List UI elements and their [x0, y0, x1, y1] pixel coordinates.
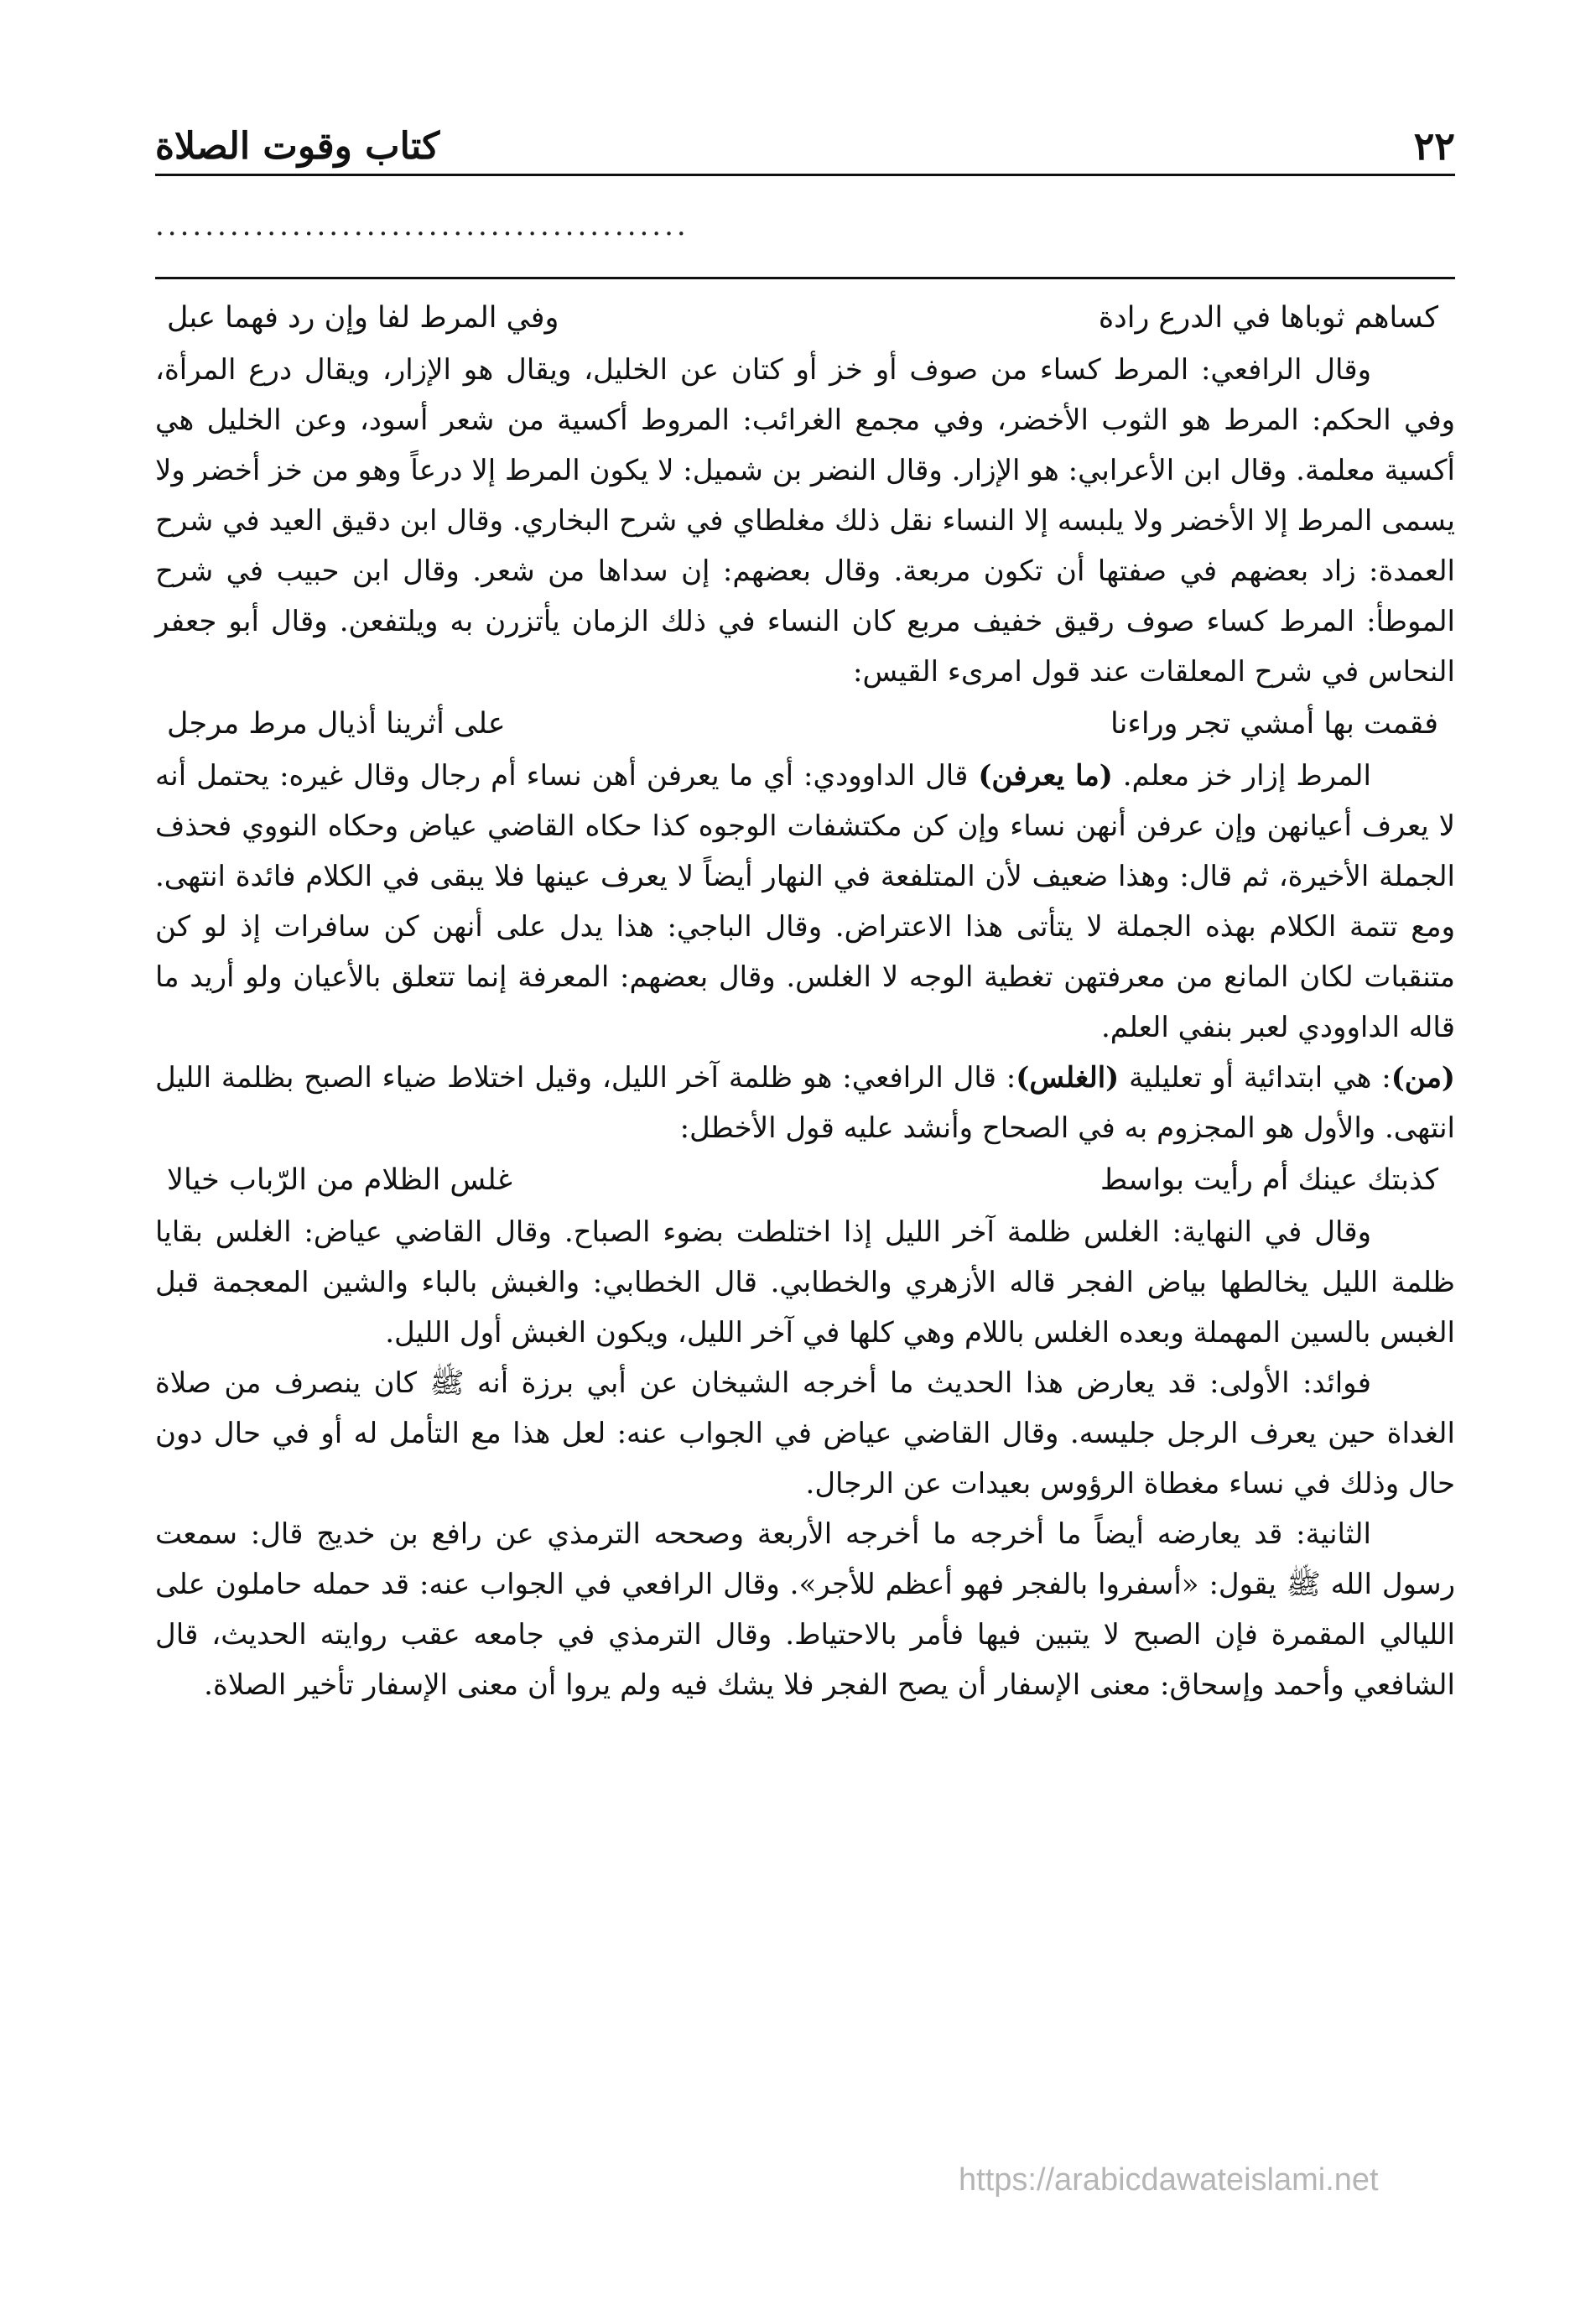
paragraph-2-lead: المرط إزار خز معلم. [1112, 759, 1371, 793]
document-page [155, 109, 1455, 2290]
paragraph-5-benefits: فوائد: الأولى: قد يعارض هذا الحديث ما أخرجه الشيخان عن أبي برزة أنه ﷺ كان ينصرف من صلاة الغداة حين يعرف الرجل جليسه. وقال القاضي عياض في الجواب عنه: لعل هذا مع التأمل له أو في حال دون حال وذلك في نساء مغطاة الرؤوس بعيدات عن الرجال. [155, 1366, 1455, 1501]
paragraph-3 [155, 1053, 1455, 1153]
verse-2-left-hemistich: على أثرينا أذيال مرط مرجل [167, 707, 506, 741]
verse-1-left-hemistich: وفي المرط لفا وإن رد فهما عبل [167, 301, 559, 335]
paragraph-3-mid: : هي ابتدائية أو تعليلية [1119, 1061, 1391, 1095]
paragraph-6-second: الثانية: قد يعارضه أيضاً ما أخرجه ما أخرجه الأربعة وصححه الترمذي عن رافع بن خديج قال: سمعت رسول الله ﷺ يقول: «أسفروا بالفجر فهو أعظم للأجر». وقال الرافعي في الجواب عنه: قد حمله حاملون على الليالي المقمرة فإن الصبح لا يتبين فيها فأمر بالاحتياط. وقال الترمذي في جامعه عقب روايته الحديث، قال الشافعي وأحمد وإسحاق: معنى الإسفار أن يصح الفجر فلا يشك فيه ولم يروا أن معنى الإسفار تأخير الصلاة. [155, 1517, 1455, 1702]
heading-ma-yarifna: (ما يعرفن) [978, 759, 1113, 793]
poem-verse-3 [155, 1153, 1455, 1207]
page-number: ٢٢ [1413, 123, 1455, 169]
paragraph-1: وقال الرافعي: المرط كساء من صوف أو خز أو كتان عن الخليل، ويقال هو الإزار، ويقال درع المرأة، وفي الحكم: المرط هو الثوب الأخضر، وفي مجمع الغرائب: المروط أكسية من شعر أسود، وعن الخليل هي أكسية معلمة. وقال ابن الأعرابي: هو الإزار. وقال النضر بن شميل: لا يكون المرط إلا درعاً وهو من خز أخضر ولا يسمى المرط إلا الأخضر ولا يلبسه إلا النساء نقل ذلك مغلطاي في شرح البخاري. وقال ابن دقيق العيد في شرح العمدة: زاد بعضهم في صفتها أن تكون مربعة. وقال بعضهم: إن سداها من شعر. وقال ابن حبيب في شرح الموطأ: المرط كساء صوف رقيق خفيف مربع كان النساء في ذلك الزمان يأتزرن به ويلتفعن. وقال أبو جعفر النحاس في شرح المعلقات عند قول امرىء القيس: [155, 353, 1455, 689]
poem-verse-1 [155, 291, 1455, 345]
verse-3-left-hemistich: غلس الظلام من الرّباب خيالا [167, 1163, 512, 1197]
paragraph-2 [155, 751, 1455, 1053]
verse-1-right-hemistich: كساهم ثوباها في الدرع رادة [1098, 301, 1438, 335]
poem-verse-2 [155, 697, 1455, 751]
watermark-url: https://arabicdawateislami.net [959, 2162, 1379, 2198]
dotted-line: ........................................... [155, 209, 689, 242]
paragraph-2-body: قال الداوودي: أي ما يعرفن أهن نساء أم رجال وقال غيره: يحتمل أنه لا يعرف أعيانهن وإن عرفن أنهن نساء وإن كن مكتشفات الوجوه كذا حكاه القاضي عياض وحكاه النووي فحذف الجملة الأخيرة، ثم قال: وهذا ضعيف لأن المتلفعة في النهار أيضاً لا يعرف عينها فلا يبقى في الكلام فائدة انتهى. ومع تتمة الكلام بهذه الجملة لا يتأتى هذا الاعتراض. وقال الباجي: هذا يدل على أنهن كن سافرات إذ لو كن متنقبات لكان المانع من معرفتهن تغطية الوجه لا الغلس. وقال بعضهم: المعرفة إنما تتعلق بالأعيان ولو أريد ما قاله الداوودي لعبر بنفي العلم. [155, 759, 1455, 1044]
heading-min: (من) [1391, 1061, 1455, 1095]
heading-ghalas: (الغلس) [1016, 1061, 1120, 1095]
paragraph-3-body: : قال الرافعي: هو ظلمة آخر الليل، وقيل اختلاط ضياء الصبح بظلمة الليل انتهى. والأول هو المجزوم به في الصحاح وأنشد عليه قول الأخطل: [155, 1061, 1455, 1145]
paragraph-4: وقال في النهاية: الغلس ظلمة آخر الليل إذا اختلطت بضوء الصباح. وقال القاضي عياض: الغلس بقايا ظلمة الليل يخالطها بياض الفجر قاله الأزهري والخطابي. قال الخطابي: والغبش بالباء والشين المعجمة قبل الغبس بالسين المهملة وبعده الغلس باللام وهي كلها في آخر الليل، ويكون الغبش أول الليل. [155, 1215, 1455, 1350]
book-title: كتاب وقوت الصلاة [155, 125, 440, 168]
verse-2-right-hemistich: فقمت بها أمشي تجر وراءنا [1110, 707, 1438, 741]
divider-rule [155, 277, 1455, 279]
page-header [155, 109, 1455, 176]
verse-3-right-hemistich: كذبتك عينك أم رأيت بواسط [1100, 1163, 1438, 1197]
